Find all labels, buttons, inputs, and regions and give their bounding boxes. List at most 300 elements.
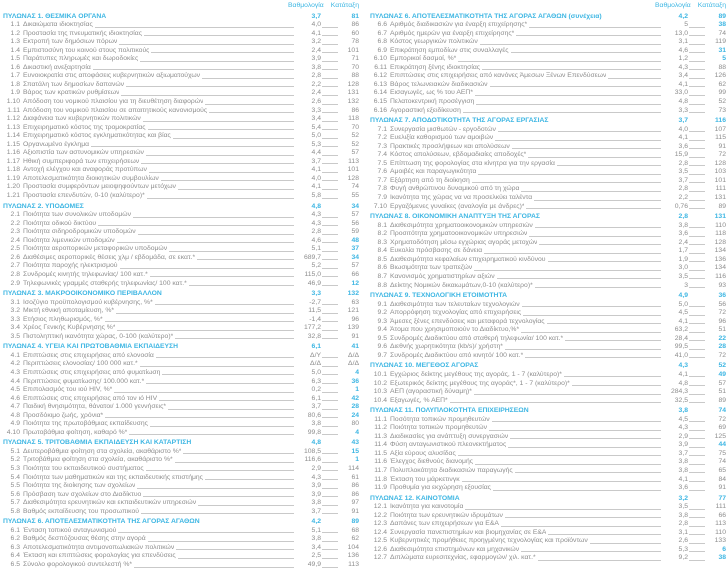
- indicator-score: 4,1: [678, 317, 688, 325]
- leader-line: [322, 61, 338, 62]
- leader-line: [117, 242, 294, 243]
- indicator-rank: 1: [355, 456, 359, 464]
- leader-line: [489, 430, 661, 431]
- indicator-score: 2,8: [311, 72, 321, 80]
- indicator-row: [3, 482, 359, 491]
- leader-line: [689, 104, 705, 105]
- indicator-label: Αριθμός διαδικασιών για έναρξη επιχείρησης*: [390, 21, 528, 29]
- leader-line: [689, 78, 705, 79]
- indicator-number: 6.3: [10, 543, 20, 551]
- leader-line: [522, 306, 661, 307]
- indicator-row: [370, 125, 726, 134]
- indicator-label: Απόδοση του νομικού πλαισίου για τη διευθέτηση διαφορών: [23, 98, 204, 106]
- indicator-row: [370, 300, 726, 309]
- indicator-row: [370, 176, 726, 185]
- indicator-rank: 113: [348, 157, 359, 165]
- indicator-score: 689,7: [303, 253, 321, 261]
- indicator-row: [370, 89, 726, 98]
- leader-line: [480, 44, 661, 45]
- indicator-row: [370, 343, 726, 352]
- leader-line: [535, 227, 661, 228]
- indicator-row: [370, 415, 726, 424]
- indicator-number: 5.4: [10, 473, 20, 481]
- indicator-score: 3,5: [678, 272, 688, 280]
- pillar-score: 3,7: [678, 117, 688, 125]
- leader-line: [689, 253, 705, 254]
- indicator-number: 11.3: [374, 432, 387, 440]
- indicator-row: [3, 456, 359, 465]
- indicator-rank: 110: [715, 528, 726, 536]
- indicator-rank: Δ/Δ: [348, 360, 359, 368]
- indicator-row: [370, 334, 726, 343]
- indicator-row: [3, 21, 359, 30]
- indicator-score: 4,6: [678, 46, 688, 54]
- indicator-number: 2.9: [10, 279, 20, 287]
- indicator-rank: 101: [347, 46, 359, 54]
- indicator-number: 9.3: [377, 317, 387, 325]
- indicator-label: Επιπτώσεις στις επιχειρήσεις από τον ιό HIV: [23, 394, 158, 402]
- indicator-label: Απορρόφηση τεχνολογίας από επιχειρήσεις: [390, 309, 522, 317]
- indicator-row: [3, 307, 359, 316]
- leader-line: [689, 227, 705, 228]
- indicator-number: 4.7: [10, 403, 20, 411]
- pillar-rank: 131: [714, 213, 726, 221]
- leader-line: [689, 244, 705, 245]
- indicator-score: 108,5: [303, 447, 321, 455]
- leader-line: [689, 394, 705, 395]
- indicator-row: [3, 560, 359, 568]
- leader-line: [146, 383, 294, 384]
- indicator-row: [370, 21, 726, 30]
- indicator-score: 5,0: [311, 132, 321, 140]
- leader-line: [322, 513, 338, 514]
- indicator-score: 2,8: [311, 228, 321, 236]
- indicator-label: Επίπτωση της φορολογίας στα κίνητρα για την εργασία: [390, 159, 555, 167]
- leader-line: [521, 191, 661, 192]
- score-column-header: Βαθμολογία: [655, 2, 691, 9]
- indicator-rank: 125: [714, 432, 726, 440]
- leader-line: [322, 558, 338, 559]
- leader-line: [689, 44, 705, 45]
- pillar-title: ΠΥΛΩΝΑΣ 12. ΚΑΙΝΟΤΟΜΙΑ: [370, 494, 460, 502]
- indicator-label: Εκτροπή των δημόσιων πόρων: [23, 38, 118, 46]
- indicator-rank: 57: [718, 379, 726, 387]
- leader-line: [183, 453, 294, 454]
- indicator-label: Προσιτότητα χρηματοοικονομικών υπηρεσιών: [390, 230, 528, 238]
- indicator-score: 5,3: [678, 545, 688, 553]
- indicator-label: Κόστος απολύσεων, εβδομαδιαίες αποδοχές*: [390, 151, 527, 159]
- leader-line: [458, 61, 661, 62]
- indicator-label: Συνδρομές Διαδικτύου από σταθερή τηλεφωνία/ 100 κατ.*: [390, 334, 564, 342]
- indicator-rank: 55: [351, 192, 359, 200]
- leader-line: [689, 447, 705, 448]
- leader-line: [141, 513, 294, 514]
- leader-line: [490, 86, 661, 87]
- indicator-number: 11.1: [374, 415, 387, 423]
- indicator-score: 4,1: [311, 166, 321, 174]
- leader-line: [322, 259, 338, 260]
- indicator-number: 2.8: [10, 270, 20, 278]
- leader-line: [689, 191, 705, 192]
- indicator-rank: 78: [351, 38, 359, 46]
- indicator-row: [3, 63, 359, 72]
- pillar-header: [370, 117, 726, 126]
- indicator-label: Διαθεσιμότητα των τελευταίων τεχνολογιών: [390, 300, 520, 308]
- indicator-label: Ποιότητα αεροπορικών μεταφορικών υποδομών: [23, 245, 168, 253]
- indicator-rank: 131: [714, 194, 726, 202]
- indicator-label: Διεθνής χωρητικότητα (kb/s)/ χρήστη*: [390, 343, 503, 351]
- leader-line: [161, 180, 294, 181]
- indicator-label: Χρηματοδότηση μέσω εγχώριας αγοράς μετοχών: [390, 238, 538, 246]
- indicator-number: 9.6: [377, 343, 387, 351]
- indicator-row: [3, 183, 359, 192]
- indicator-label: Πρόσβαση των σχολείων στο Διαδίκτυο: [23, 490, 142, 498]
- indicator-label: Ποιότητα των μαθηματικών και της εκπαιδευτικής επιστήμης: [23, 473, 203, 481]
- indicator-label: Πιστοληπτική ικανότητα χώρας, 0-100 (καλύτερο)*: [23, 332, 174, 340]
- leader-line: [322, 276, 338, 277]
- leader-line: [175, 462, 294, 463]
- indicator-label: Προσδόκιμο ζωής, χρόνια*: [23, 411, 104, 419]
- leader-line: [322, 242, 338, 243]
- indicator-score: 3,6: [678, 230, 688, 238]
- leader-line: [689, 430, 705, 431]
- indicator-number: 6.12: [373, 72, 387, 80]
- leader-line: [508, 447, 661, 448]
- leader-line: [322, 426, 338, 427]
- indicator-row: [370, 193, 726, 202]
- indicator-score: 1,7: [678, 247, 688, 255]
- indicator-number: 12.2: [373, 511, 387, 519]
- indicator-rank: 86: [351, 106, 359, 114]
- leader-line: [322, 409, 338, 410]
- indicator-number: 8.4: [377, 247, 387, 255]
- indicator-number: 8.8: [377, 281, 387, 289]
- leader-line: [322, 180, 338, 181]
- indicator-score: 3,4: [678, 72, 688, 80]
- leader-line: [143, 121, 294, 122]
- pillar-rank: 81: [351, 12, 359, 20]
- indicator-label: Αμοιβές και παραγωγικότητα: [390, 168, 477, 176]
- pillar-section: [3, 518, 359, 568]
- indicator-row: [3, 543, 359, 552]
- indicator-number: 1.20: [6, 183, 20, 191]
- indicator-number: 12.3: [373, 520, 387, 528]
- indicator-score: 3,1: [678, 528, 688, 536]
- indicator-rank: 66: [351, 270, 359, 278]
- indicator-label: Δαπάνες των επιχειρήσεων για Ε&Α: [390, 520, 499, 528]
- pillar-rank: 34: [351, 202, 359, 210]
- pillar-score: 3,2: [678, 494, 688, 502]
- indicator-label: Συνδρομές κινητής τηλεφωνίας/ 100 κατ.*: [23, 270, 148, 278]
- leader-line: [151, 52, 294, 53]
- indicator-rank: 96: [718, 317, 726, 325]
- indicator-number: 12.4: [373, 528, 387, 536]
- pillar-header: [370, 362, 726, 371]
- indicator-label: Διαθεσιμότητα κεφαλαίων επιχειρηματικού κινδύνου: [390, 255, 546, 263]
- leader-line: [689, 27, 705, 28]
- leader-line: [322, 234, 338, 235]
- leader-line: [689, 174, 705, 175]
- indicator-rank: 57: [351, 262, 359, 270]
- indicator-rank: 52: [718, 98, 726, 106]
- indicator-row: [370, 503, 726, 512]
- leader-line: [322, 383, 338, 384]
- indicator-label: ΑΕΠ (αγοραστική δύναμη)*: [390, 388, 472, 396]
- indicator-row: [370, 545, 726, 554]
- indicator-rank: 62: [351, 535, 359, 543]
- indicator-row: [3, 360, 359, 369]
- indicator-score: 3,8: [311, 535, 321, 543]
- leader-line: [689, 357, 705, 358]
- leader-line: [178, 189, 294, 190]
- indicator-rank: 72: [718, 309, 726, 317]
- pillar-score: 6,1: [311, 343, 321, 351]
- leader-line: [322, 251, 338, 252]
- indicator-score: 3,9: [311, 55, 321, 63]
- indicator-rank: 118: [348, 115, 359, 123]
- indicator-row: [3, 411, 359, 420]
- leader-line: [495, 140, 661, 141]
- indicator-rank: 74: [351, 183, 359, 191]
- indicator-label: Επιχειρηματικό κόστος εγκληματικότητας και βίας: [23, 132, 171, 140]
- indicator-rank: 62: [718, 80, 726, 88]
- indicator-number: 6.1: [10, 526, 20, 534]
- indicator-label: Μικτή εθνική αποταμίευση, %*: [23, 307, 115, 315]
- leader-line: [689, 560, 705, 561]
- indicator-row: [370, 370, 726, 379]
- indicator-rank: 24: [351, 411, 359, 419]
- leader-line: [689, 385, 705, 386]
- pillar-title: ΠΥΛΩΝΑΣ 1. ΘΕΣΜΙΚΑ ΟΡΓΑΝΑ: [3, 12, 107, 20]
- indicator-rank: 96: [351, 315, 359, 323]
- leader-line: [156, 357, 294, 358]
- indicator-label: Ευελιξία καθορισμού των αμοιβών: [390, 134, 494, 142]
- indicator-label: Εξάρτηση από τη διοίκηση: [390, 176, 470, 184]
- indicator-row: [3, 219, 359, 228]
- leader-line: [689, 165, 705, 166]
- indicator-number: 1.13: [6, 123, 20, 131]
- indicator-label: Διαφάνεια των κυβερνητικών πολιτικών: [23, 115, 141, 123]
- leader-line: [322, 366, 338, 367]
- indicator-number: 1.21: [6, 192, 20, 200]
- pillar-header: [3, 202, 359, 211]
- leader-line: [149, 172, 294, 173]
- indicator-score: Δ/Δ: [310, 360, 321, 368]
- indicator-row: [3, 420, 359, 429]
- indicator-number: 1.12: [6, 115, 20, 123]
- leader-line: [322, 121, 338, 122]
- leader-line: [322, 52, 338, 53]
- indicator-row: [3, 394, 359, 403]
- leader-line: [521, 332, 661, 333]
- indicator-label: Επικράτηση ξένης ιδιοκτησίας: [390, 63, 481, 71]
- indicator-score: 2,2: [311, 80, 321, 88]
- leader-line: [689, 261, 705, 262]
- indicator-score: 2,8: [678, 159, 688, 167]
- indicator-label: Παράτυπες πληρωμές και δωροδοκίες: [23, 55, 139, 63]
- column-caption: [3, 1, 359, 10]
- indicator-score: 5,2: [311, 262, 321, 270]
- indicator-score: 3,3: [678, 106, 688, 114]
- indicator-number: 11.8: [374, 475, 387, 483]
- leader-line: [689, 455, 705, 456]
- indicator-number: 7.10: [373, 202, 387, 210]
- leader-line: [322, 35, 338, 36]
- indicator-rank: 136: [347, 552, 359, 560]
- indicator-row: [370, 424, 726, 433]
- indicator-row: [370, 317, 726, 326]
- leader-line: [148, 541, 294, 542]
- indicator-score: 116,6: [304, 456, 321, 464]
- indicator-row: [370, 63, 726, 72]
- indicator-row: [3, 55, 359, 64]
- indicator-rank: 28: [351, 403, 359, 411]
- leader-line: [168, 409, 294, 410]
- indicator-score: 99,8: [307, 428, 321, 436]
- leader-line: [322, 434, 338, 435]
- indicator-row: [3, 473, 359, 482]
- indicator-label: Φυγή ανθρώπινου δυναμικού από τη χώρα: [390, 185, 520, 193]
- leader-line: [557, 165, 661, 166]
- pillar-header: [3, 290, 359, 299]
- indicator-number: 6.15: [373, 98, 387, 106]
- indicator-label: Προστασία της πνευματικής ιδιοκτησίας: [23, 29, 142, 37]
- indicator-score: 32,8: [307, 332, 321, 340]
- indicator-rank: 128: [714, 159, 726, 167]
- indicator-score: 4,1: [678, 80, 688, 88]
- leader-line: [565, 340, 661, 341]
- indicator-score: 3,3: [311, 106, 321, 114]
- leader-line: [322, 104, 338, 105]
- indicator-score: 4,1: [678, 134, 688, 142]
- indicator-score: 6,1: [311, 394, 321, 402]
- indicator-row: [3, 270, 359, 279]
- indicator-row: [3, 351, 359, 360]
- indicator-score: 2,6: [678, 537, 688, 545]
- indicator-rank: 89: [718, 202, 726, 210]
- indicator-label: Ετήσιος πληθωρισμός, %*: [23, 315, 103, 323]
- indicator-label: Προστασία επενδυτών, 0-10 (καλύτερο)*: [23, 192, 145, 200]
- leader-line: [548, 534, 661, 535]
- indicator-number: 4.5: [10, 386, 20, 394]
- indicator-rank: 49: [718, 370, 726, 378]
- indicator-number: 1.9: [10, 89, 20, 97]
- indicator-label: Διπλώματα ευρεσιτεχνίας, εφαρμογών/ χιλ. κατ.*: [390, 554, 536, 562]
- indicator-row: [370, 281, 726, 290]
- indicator-label: Βιωσιμότητα των τραπεζών: [390, 264, 473, 272]
- leader-line: [155, 304, 294, 305]
- indicator-number: 1.19: [6, 174, 20, 182]
- column-right: [370, 1, 726, 568]
- leader-line: [689, 52, 705, 53]
- pillar-score: 4,2: [678, 12, 688, 20]
- indicator-rank: 61: [351, 473, 359, 481]
- leader-line: [498, 131, 661, 132]
- leader-line: [322, 172, 338, 173]
- indicator-rank: 75: [718, 449, 726, 457]
- pillar-header: [370, 494, 726, 503]
- indicator-label: Ποιότητα της διοίκησης των σχολείων: [23, 482, 136, 490]
- indicator-rank: 12: [351, 279, 359, 287]
- indicator-row: [370, 520, 726, 529]
- indicator-rank: 4: [355, 368, 359, 376]
- leader-line: [689, 140, 705, 141]
- indicator-row: [3, 211, 359, 220]
- indicator-score: 4,1: [678, 475, 688, 483]
- indicator-number: 2.4: [10, 236, 20, 244]
- leader-line: [689, 376, 705, 377]
- indicator-score: 5,8: [311, 192, 321, 200]
- indicator-score: 3,5: [678, 168, 688, 176]
- leader-line: [564, 376, 661, 377]
- leader-line: [118, 532, 294, 533]
- indicator-number: 8.6: [377, 264, 387, 272]
- leader-line: [689, 534, 705, 535]
- indicator-row: [370, 238, 726, 247]
- indicator-score: 2,9: [311, 464, 321, 472]
- indicator-number: 5.2: [10, 456, 20, 464]
- leader-line: [689, 270, 705, 271]
- leader-line: [523, 315, 661, 316]
- indicator-number: 9.7: [377, 351, 387, 359]
- indicator-label: Άτομα που χρησιμοποιούν το Διαδίκτυο,%*: [390, 326, 520, 334]
- indicator-label: Αγοραστική εξειδίκευση: [390, 106, 461, 114]
- indicator-number: 1.4: [10, 46, 20, 54]
- indicator-number: 6.14: [373, 89, 387, 97]
- indicator-rank: 84: [718, 475, 726, 483]
- indicator-row: [370, 134, 726, 143]
- indicator-score: 5,4: [311, 123, 321, 131]
- pillar-section: [370, 494, 726, 562]
- leader-line: [175, 338, 294, 339]
- indicator-label: Αξία εύρους αλυσίδας: [390, 449, 456, 457]
- indicator-row: [3, 464, 359, 473]
- pillar-rank: 43: [351, 439, 359, 447]
- leader-line: [689, 69, 705, 70]
- leader-line: [322, 69, 338, 70]
- indicator-rank: 65: [718, 466, 726, 474]
- pillar-title: ΠΥΛΩΝΑΣ 8. ΟΙΚΟΝΟΜΙΚΗ ΑΝΑΠΤΥΞΗ ΤΗΣ ΑΓΟΡΑΣ: [370, 213, 540, 221]
- indicator-label: Δείκτης Νομικών δικαιωμάτων,0-10 (καλύτερο)*: [390, 281, 533, 289]
- indicator-label: Διαθέσιμες αεροπορικές θέσεις χλμ / εβδομάδα, σε εκατ.*: [23, 253, 196, 261]
- pillar-section: [370, 292, 726, 360]
- leader-line: [322, 321, 338, 322]
- leader-line: [169, 251, 294, 252]
- indicator-label: Ισοζύγιο προϋπολογισμού κυβέρνησης, %*: [23, 298, 153, 306]
- indicator-number: 12.7: [373, 554, 387, 562]
- leader-line: [510, 438, 661, 439]
- indicator-rank: 72: [718, 151, 726, 159]
- pillar-score: 4,3: [678, 362, 688, 370]
- leader-line: [150, 426, 294, 427]
- indicator-row: [370, 230, 726, 239]
- indicator-label: Εξωτερικός δείκτης μεγέθους της αγοράς*, 1 - 7 (καλύτερο)*: [390, 379, 570, 387]
- leader-line: [476, 104, 661, 105]
- leader-line: [146, 155, 294, 156]
- pillar-title: ΠΥΛΩΝΑΣ 4. ΥΓΕΙΑ ΚΑΙ ΠΡΩΤΟΒΑΘΜΙΑ ΕΚΠΑΙΔΕΥΣΗ: [3, 343, 179, 351]
- indicator-number: 10.3: [373, 388, 387, 396]
- leader-line: [322, 146, 338, 147]
- indicator-score: 9,2: [678, 554, 688, 562]
- indicator-score: 2,6: [311, 98, 321, 106]
- leader-line: [322, 129, 338, 130]
- indicator-rank: 107: [714, 125, 726, 133]
- indicator-label: Οργανωμένο έγκλημα: [23, 140, 90, 148]
- indicator-label: Διαθεσιμότητα χρηματοοικονομικών υπηρεσιών: [390, 221, 533, 229]
- indicator-label: Εμπιστοσύνη του κοινού στους πολιτικούς: [23, 46, 150, 54]
- indicator-rank: 128: [714, 238, 726, 246]
- leader-line: [474, 394, 661, 395]
